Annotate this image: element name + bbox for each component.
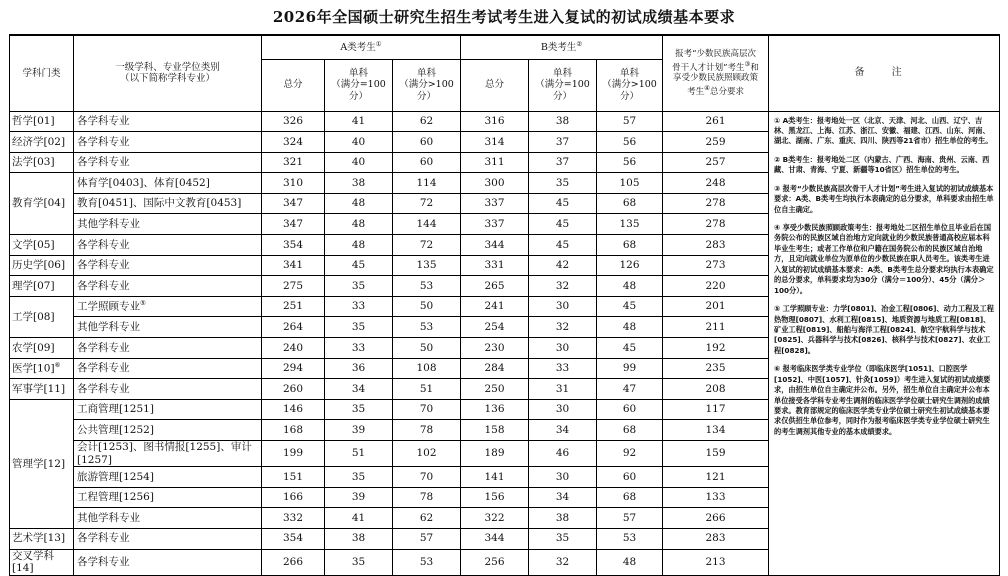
discipline-cell: 艺术学[13] — [10, 528, 74, 549]
score-minority: 201 — [663, 296, 769, 317]
score-minority: 235 — [663, 358, 769, 379]
score-b-s100: 45 — [529, 214, 597, 235]
header-b-single100: 单科 （满分=100分） — [529, 59, 597, 111]
discipline-cell: 医学[10]⑥ — [10, 358, 74, 379]
score-minority: 213 — [663, 549, 769, 575]
score-a-s100p: 62 — [393, 111, 461, 132]
score-b-s100p: 47 — [597, 379, 663, 400]
score-b-total: 158 — [461, 420, 529, 441]
score-b-total: 265 — [461, 276, 529, 297]
score-minority: 133 — [663, 487, 769, 508]
score-a-s100: 48 — [325, 193, 393, 214]
score-minority: 211 — [663, 317, 769, 338]
score-a-s100p: 144 — [393, 214, 461, 235]
score-a-s100: 48 — [325, 235, 393, 256]
note-item: ⑥ 报考临床医学类专业学位（即临床医学[1051]、口腔医学[1052]、中医[1057]、针灸[1059]）考生进入复试的初试成绩要求，由招生单位自主确定并公布。另外，招生单位自主确定并公布本单位接受各学科专业考生调剂的临床医学学位硕士研究生调剂的成绩要求。教育部规定的临床医学类专业学位硕士研究生初试成绩基本要求仅供招生单位参考，同时作为报考临床医学类专业学位硕士研究生的考生调剂其他专业的基本成绩要求。 — [774, 364, 991, 436]
discipline-cell: 哲学[01] — [10, 111, 74, 132]
header-a-single100plus: 单科 （满分>100分） — [393, 59, 461, 111]
score-a-s100p: 72 — [393, 193, 461, 214]
header-discipline: 学科门类 — [10, 35, 74, 111]
score-a-total: 251 — [262, 296, 325, 317]
score-b-s100p: 57 — [597, 508, 663, 529]
score-a-total: 166 — [262, 487, 325, 508]
score-a-s100p: 51 — [393, 379, 461, 400]
table-body — [10, 111, 1000, 575]
score-minority: 259 — [663, 132, 769, 153]
score-b-total: 344 — [461, 528, 529, 549]
score-b-total: 254 — [461, 317, 529, 338]
score-minority: 266 — [663, 508, 769, 529]
score-b-total: 344 — [461, 235, 529, 256]
score-a-s100p: 53 — [393, 317, 461, 338]
score-b-s100: 45 — [529, 235, 597, 256]
score-b-s100: 30 — [529, 338, 597, 359]
subject-cell: 各学科专业 — [74, 132, 262, 153]
score-a-s100p: 70 — [393, 467, 461, 488]
score-a-total: 347 — [262, 193, 325, 214]
score-a-s100p: 57 — [393, 528, 461, 549]
discipline-cell: 农学[09] — [10, 338, 74, 359]
subject-cell: 工学照顾专业⑤ — [74, 296, 262, 317]
score-b-s100: 31 — [529, 379, 597, 400]
score-a-s100: 35 — [325, 467, 393, 488]
discipline-cell: 军事学[11] — [10, 379, 74, 400]
score-b-s100p: 48 — [597, 549, 663, 575]
header-b-total: 总分 — [461, 59, 529, 111]
score-a-s100p: 78 — [393, 487, 461, 508]
score-b-total: 241 — [461, 296, 529, 317]
score-a-total: 199 — [262, 441, 325, 467]
subject-cell: 教育[0451]、国际中文教育[0453] — [74, 193, 262, 214]
score-b-total: 331 — [461, 255, 529, 276]
score-b-s100p: 45 — [597, 338, 663, 359]
subject-cell: 其他学科专业 — [74, 214, 262, 235]
header-a-single100: 单科 （满分=100分） — [325, 59, 393, 111]
page-title: 2026年全国硕士研究生招生考试考生进入复试的初试成绩基本要求 — [272, 8, 736, 26]
subject-cell: 会计[1253]、图书情报[1255]、审计[1257] — [74, 441, 262, 467]
score-a-s100p: 53 — [393, 276, 461, 297]
score-minority: 273 — [663, 255, 769, 276]
header-minority: 报考“少数民族高层次 骨干人才计划”考生③和 享受少数民族照顾政策 考生④总分要求 — [663, 35, 769, 111]
discipline-cell: 工学[08] — [10, 296, 74, 337]
score-a-s100: 33 — [325, 338, 393, 359]
score-a-s100p: 114 — [393, 173, 461, 194]
score-a-s100: 35 — [325, 549, 393, 575]
score-a-s100: 41 — [325, 508, 393, 529]
score-b-s100p: 48 — [597, 276, 663, 297]
discipline-cell: 交叉学科[14] — [10, 549, 74, 575]
score-b-total: 230 — [461, 338, 529, 359]
score-b-s100p: 60 — [597, 399, 663, 420]
subject-cell: 各学科专业 — [74, 255, 262, 276]
score-b-s100p: 56 — [597, 132, 663, 153]
score-minority: 220 — [663, 276, 769, 297]
score-b-s100: 33 — [529, 358, 597, 379]
score-a-s100p: 60 — [393, 132, 461, 153]
score-b-s100: 32 — [529, 317, 597, 338]
score-b-total: 322 — [461, 508, 529, 529]
score-b-total: 316 — [461, 111, 529, 132]
score-b-s100: 34 — [529, 487, 597, 508]
header-group-b: B类考生② — [461, 35, 663, 59]
score-a-s100: 39 — [325, 487, 393, 508]
score-a-total: 260 — [262, 379, 325, 400]
score-b-s100p: 45 — [597, 296, 663, 317]
note-item: ① A类考生：报考地处一区（北京、天津、河北、山西、辽宁、吉林、黑龙江、上海、江苏、浙江、安徽、福建、江西、山东、河南、湖北、湖南、广东、重庆、四川、陕西等21省市）招生单位的考生。 — [774, 115, 993, 146]
table-row — [10, 111, 1000, 132]
subject-cell: 其他学科专业 — [74, 508, 262, 529]
score-a-s100: 40 — [325, 132, 393, 153]
score-b-s100: 34 — [529, 420, 597, 441]
score-b-total: 250 — [461, 379, 529, 400]
score-a-s100: 51 — [325, 441, 393, 467]
score-b-total: 284 — [461, 358, 529, 379]
score-b-total: 314 — [461, 132, 529, 153]
subject-cell: 工程管理[1256] — [74, 487, 262, 508]
subject-cell: 各学科专业 — [74, 549, 262, 575]
score-a-s100: 38 — [325, 528, 393, 549]
subject-cell: 各学科专业 — [74, 528, 262, 549]
score-minority: 261 — [663, 111, 769, 132]
header-notes: 备 注 — [769, 35, 1000, 111]
subject-cell: 各学科专业 — [74, 152, 262, 173]
score-b-s100: 38 — [529, 111, 597, 132]
score-b-s100p: 56 — [597, 152, 663, 173]
score-b-s100: 30 — [529, 296, 597, 317]
note-item: ② B类考生：报考地处二区（内蒙古、广西、海南、贵州、云南、西藏、甘肃、青海、宁夏、新疆等10省区）招生单位的考生。 — [774, 154, 990, 175]
note-item: ③ 报考“少数民族高层次骨干人才计划”考生进入复试的初试成绩基本要求：A类、B类考生均执行本表确定的总分要求，单科要求由招生单位自主确定。 — [774, 183, 994, 214]
score-a-total: 168 — [262, 420, 325, 441]
discipline-cell: 法学[03] — [10, 152, 74, 173]
subject-cell: 工商管理[1251] — [74, 399, 262, 420]
score-a-s100: 35 — [325, 317, 393, 338]
subject-cell: 各学科专业 — [74, 338, 262, 359]
header-a-total: 总分 — [262, 59, 325, 111]
score-a-s100p: 78 — [393, 420, 461, 441]
score-b-s100: 42 — [529, 255, 597, 276]
score-b-total: 156 — [461, 487, 529, 508]
discipline-cell: 管理学[12] — [10, 399, 74, 528]
score-minority: 117 — [663, 399, 769, 420]
score-a-total: 354 — [262, 235, 325, 256]
score-b-s100: 32 — [529, 276, 597, 297]
score-b-s100: 37 — [529, 132, 597, 153]
score-b-total: 189 — [461, 441, 529, 467]
score-b-s100: 37 — [529, 152, 597, 173]
score-b-s100: 45 — [529, 193, 597, 214]
subject-cell: 各学科专业 — [74, 235, 262, 256]
score-minority: 283 — [663, 528, 769, 549]
score-a-s100: 48 — [325, 214, 393, 235]
score-b-s100: 30 — [529, 399, 597, 420]
score-a-total: 264 — [262, 317, 325, 338]
discipline-cell: 经济学[02] — [10, 132, 74, 153]
score-minority: 257 — [663, 152, 769, 173]
score-b-total: 337 — [461, 193, 529, 214]
score-b-s100p: 53 — [597, 528, 663, 549]
score-a-s100: 45 — [325, 255, 393, 276]
subject-cell: 其他学科专业 — [74, 317, 262, 338]
score-minority: 278 — [663, 193, 769, 214]
score-b-total: 337 — [461, 214, 529, 235]
discipline-cell: 理学[07] — [10, 276, 74, 297]
score-a-total: 324 — [262, 132, 325, 153]
score-b-s100p: 48 — [597, 317, 663, 338]
score-b-s100p: 105 — [597, 173, 663, 194]
score-a-s100p: 135 — [393, 255, 461, 276]
discipline-cell: 文学[05] — [10, 235, 74, 256]
score-b-total: 256 — [461, 549, 529, 575]
score-a-s100: 35 — [325, 399, 393, 420]
score-minority: 134 — [663, 420, 769, 441]
score-a-total: 266 — [262, 549, 325, 575]
score-a-s100p: 72 — [393, 235, 461, 256]
note-item: ⑤ 工学照顾专业：力学[0801]、冶金工程[0806]、动力工程及工程热物理[0807]、水利工程[0815]、地质资源与地质工程[0818]、矿业工程[0819]、船舶与海洋工程[0824]、航空宇航科学与技术[0825]、兵器科学与技术[0826]、核科学与技术[0827]、农业工程[0828]。 — [774, 304, 994, 355]
score-a-s100p: 108 — [393, 358, 461, 379]
subject-cell: 公共管理[1252] — [74, 420, 262, 441]
score-b-s100p: 68 — [597, 420, 663, 441]
notes-cell — [769, 111, 1000, 575]
score-a-total: 146 — [262, 399, 325, 420]
subject-cell: 各学科专业 — [74, 358, 262, 379]
score-b-total: 136 — [461, 399, 529, 420]
discipline-cell: 历史学[06] — [10, 255, 74, 276]
score-a-s100: 39 — [325, 420, 393, 441]
score-a-s100: 36 — [325, 358, 393, 379]
score-b-s100p: 57 — [597, 111, 663, 132]
note-item: ④ 享受少数民族照顾政策考生：报考地处二区招生单位且毕业后在国务院公布的民族区域自治地方定向就业的少数民族普通高校应届本科毕业生考生；或者工作单位和户籍在国务院公布的民族区域自治地方，且定向就业单位为原单位的少数民族在职人员考生。该类考生进入复试的初试成绩基本要求：A类、B类考生总分要求均执行本表确定的总分要求，单科要求均为30分（满分＝100分）、45分（满分＞100分）。 — [774, 223, 994, 295]
score-a-total: 321 — [262, 152, 325, 173]
score-minority: 208 — [663, 379, 769, 400]
score-b-s100: 35 — [529, 528, 597, 549]
score-b-s100p: 92 — [597, 441, 663, 467]
score-a-s100p: 62 — [393, 508, 461, 529]
score-b-total: 311 — [461, 152, 529, 173]
score-a-s100: 35 — [325, 276, 393, 297]
score-a-total: 341 — [262, 255, 325, 276]
score-a-total: 310 — [262, 173, 325, 194]
score-minority: 159 — [663, 441, 769, 467]
score-table — [9, 34, 1000, 576]
score-a-total: 332 — [262, 508, 325, 529]
score-a-total: 151 — [262, 467, 325, 488]
score-a-total: 294 — [262, 358, 325, 379]
score-a-s100: 33 — [325, 296, 393, 317]
score-minority: 283 — [663, 235, 769, 256]
score-b-s100p: 135 — [597, 214, 663, 235]
score-b-s100: 35 — [529, 173, 597, 194]
score-b-s100p: 99 — [597, 358, 663, 379]
score-a-s100p: 50 — [393, 338, 461, 359]
score-a-s100: 34 — [325, 379, 393, 400]
score-minority: 192 — [663, 338, 769, 359]
subject-cell: 各学科专业 — [74, 276, 262, 297]
subject-cell: 各学科专业 — [74, 111, 262, 132]
header-group-a: A类考生① — [262, 35, 461, 59]
score-b-s100: 32 — [529, 549, 597, 575]
score-b-s100p: 126 — [597, 255, 663, 276]
header-subject: 一级学科、专业学位类别 （以下简称学科专业） — [74, 35, 262, 111]
score-b-s100p: 68 — [597, 487, 663, 508]
score-b-s100p: 68 — [597, 193, 663, 214]
score-b-total: 141 — [461, 467, 529, 488]
score-a-total: 326 — [262, 111, 325, 132]
score-b-s100: 46 — [529, 441, 597, 467]
score-b-s100: 38 — [529, 508, 597, 529]
score-b-total: 300 — [461, 173, 529, 194]
score-a-s100: 38 — [325, 173, 393, 194]
score-b-s100p: 60 — [597, 467, 663, 488]
score-a-s100p: 60 — [393, 152, 461, 173]
score-a-s100: 41 — [325, 111, 393, 132]
score-a-s100p: 70 — [393, 399, 461, 420]
score-a-total: 347 — [262, 214, 325, 235]
subject-cell: 体育学[0403]、体育[0452] — [74, 173, 262, 194]
score-a-s100p: 102 — [393, 441, 461, 467]
subject-cell: 各学科专业 — [74, 379, 262, 400]
score-minority: 278 — [663, 214, 769, 235]
score-a-s100p: 53 — [393, 549, 461, 575]
score-a-total: 354 — [262, 528, 325, 549]
discipline-cell: 教育学[04] — [10, 173, 74, 235]
score-a-total: 240 — [262, 338, 325, 359]
score-a-s100: 40 — [325, 152, 393, 173]
score-minority: 121 — [663, 467, 769, 488]
score-b-s100p: 68 — [597, 235, 663, 256]
header-b-single100plus: 单科 （满分>100分） — [597, 59, 663, 111]
score-b-s100: 30 — [529, 467, 597, 488]
score-a-s100p: 50 — [393, 296, 461, 317]
subject-cell: 旅游管理[1254] — [74, 467, 262, 488]
score-minority: 248 — [663, 173, 769, 194]
score-a-total: 275 — [262, 276, 325, 297]
